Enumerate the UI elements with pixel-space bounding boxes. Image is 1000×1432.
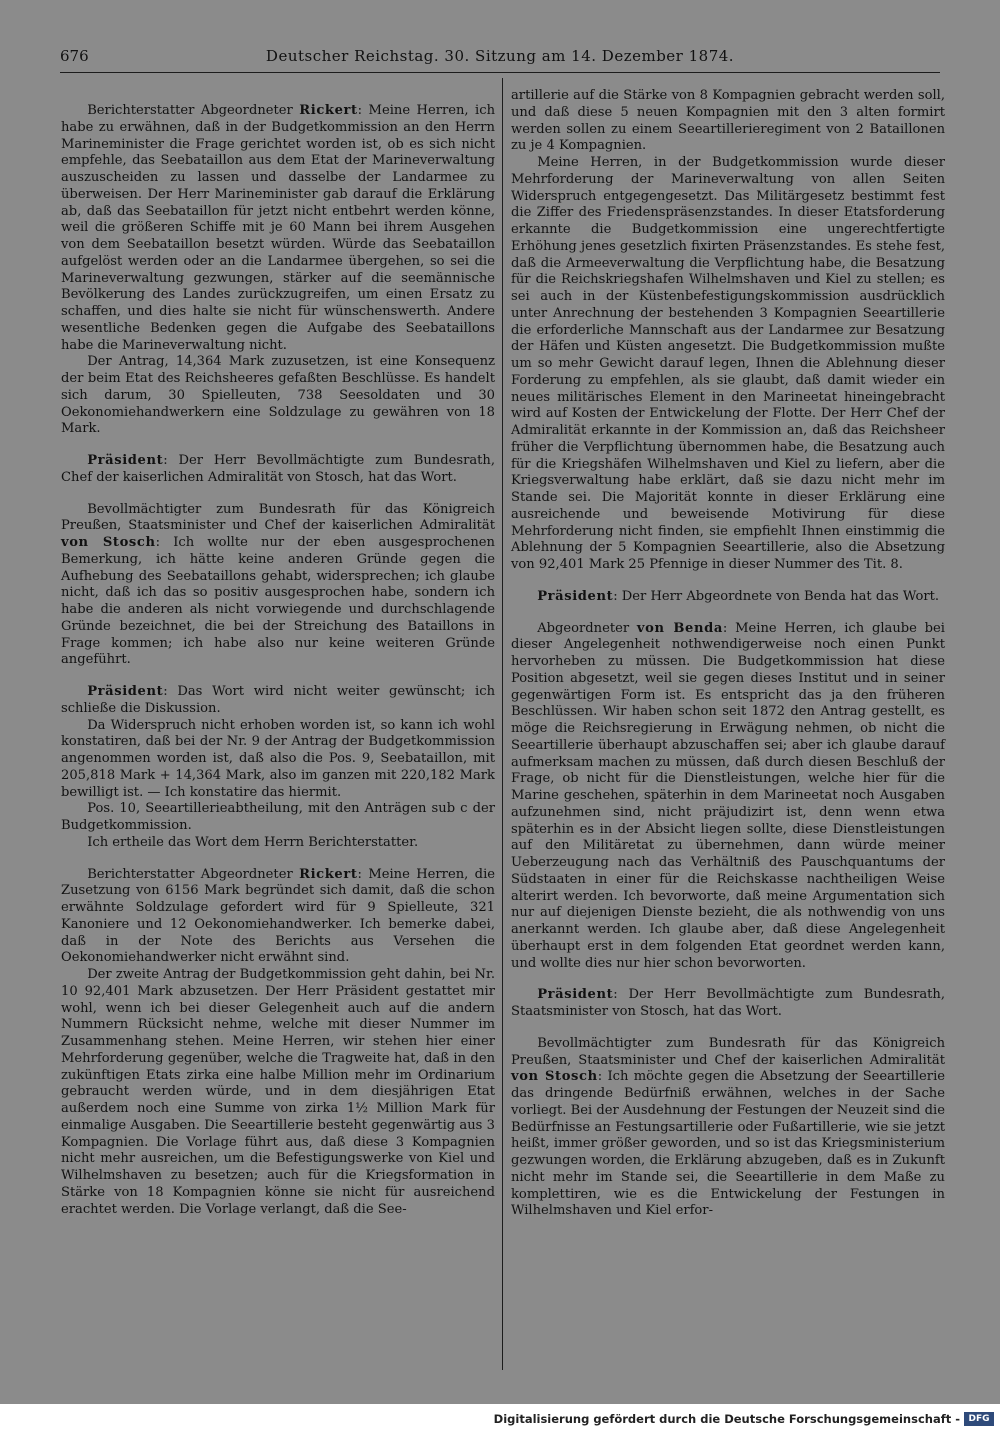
speaker-role: Berichterstatter Abgeordneter bbox=[87, 103, 293, 118]
left-column bbox=[61, 88, 495, 1218]
footer-credit: Digitalisierung gefördert durch die Deutsche Forschungsgemeinschaft - bbox=[493, 1412, 960, 1426]
speech-text: Ich wollte nur der eben ausgesprochenen Bemerkung, ich hätte keine anderen Gründe gegen die Aufhebung des Seebataillons gehabt, widersprechen; ich glaube nicht, daß ich das so positiv ausgesprochen habe, sondern ich habe die anderen als nicht vorwiegende und durchschlagende Gründe bezeichnet, die bei der Streichung des Bataillons in Frage kommen; ich habe also nur keine weiteren Gründe angeführt. bbox=[61, 535, 495, 668]
page-title: Deutscher Reichstag. 30. Sitzung am 14. Dezember 1874. bbox=[265, 47, 735, 65]
speech-paragraph: Präsident: Der Herr Bevollmächtigte zum Bundesrath, Staatsminister von Stosch, hat das Wort. bbox=[511, 987, 945, 1019]
text-paragraph: Meine Herren, in der Budgetkommission wurde dieser Mehrforderung der Marineverwaltung von allen Seiten Widerspruch entgegengesetzt. Das Militärgesetz bestimmt fest die Ziffer des Friedenspräsenzstandes. In dieser Etatsforderung erkannte die Budgetkommission eine ungerechtfertigte Erhöhung jenes gesetzlich fixirten Präsenzstandes. Es stehe fest, daß die Armeeverwaltung die Verpflichtung habe, die Besatzung für die Reichskriegshafen Wilhelmshaven und Kiel zu stellen; es sei auch in der Küstenbefestigungskommission ausdrücklich unter Anrechnung der bestehenden 3 Kompagnien Seeartillerie die erforderliche Mannschaft aus der Landarmee zur Besatzung der Häfen und Küsten angesetzt. Die Budgetkommission mußte um so mehr Gewicht darauf legen, Ihnen die Ablehnung dieser Forderung zu empfehlen, als sie glaubt, daß damit wieder ein neues militärisches Element in den Marineetat hineingebracht wird auf Kosten der Entwickelung der Flotte. Der Herr Chef der Admiralität erkannte in der Kommission an, daß das Reichsheer früher die Verpflichtung übernommen habe, die Besatzung auch für die Kriegshäfen Wilhelmshaven und Kiel zu liefern, aber die Kriegsverwaltung habe erklärt, daß sie dazu nicht mehr im Stande sei. Die Majorität konnte in dieser Erklärung eine ausreichende und beweisende Motivirung für diese Mehrforderung nicht finden, sie empfiehlt Ihnen einstimmig die Ablehnung der 5 Kompagnien Seeartillerie, also die Absetzung von 92,401 Mark 25 Pfennige in dieser Nummer des Tit. 8. bbox=[511, 155, 945, 572]
speaker-name: Präsident bbox=[87, 684, 164, 699]
speech-paragraph: Abgeordneter von Benda: Meine Herren, ich glaube bei dieser Angelegenheit nothwendigerweise noch einen Punkt hervorheben zu müssen. Die Budgetkommission hat diese Position abgesetzt, weil sie gegen dieses Institut und in seiner gegenwärtigen Form ist. Es entspricht das ja den früheren Beschlüssen. Wir haben schon seit 1872 den Antrag gestellt, es möge die Reichsregierung in Erwägung nehmen, ob nicht die Seeartillerie überhaupt abzuschaffen sei; aber ich glaube darauf aufmerksam machen zu müssen, daß durch diesen Beschluß der Frage, ob nicht für die Dienstleistungen, welche hier für die Marine geschehen, späterhin in dem Marineetat noch Ausgaben aufzunehmen sind, nicht präjudizirt ist, denn wenn etwa späterhin es in der Absicht liegen sollte, diese Dienstleistungen auf den Militäretat zu übernehmen, dann würde meiner Ueberzeugung nach das Verhältniß des Pauschquantums der Südstaaten in einer für die Reichskasse nachtheiligen Weise alterirt werden. Ich bevorworte, daß meine Argumentation sich nur auf diejenigen Dienste bezieht, die als nothwendig von uns anerkannt werden. Ich glaube aber, daß diese Angelegenheit überhaupt erst in dem folgenden Etat geordnet werden kann, und wollte dies nur hier schon bevorworten. bbox=[511, 620, 945, 971]
text-paragraph: artillerie auf die Stärke von 8 Kompagnien gebracht werden soll, und daß diese 5 neuen Kompagnien mit den 3 alten formirt werden sollen zu einem Seeartillerieregiment von 2 Bataillonen zu je 4 Kompagnien. bbox=[511, 88, 945, 154]
text-paragraph: Der zweite Antrag der Budgetkommission geht dahin, bei Nr. 10 92,401 Mark abzusetzen. Der Herr Präsident gestattet mir wohl, wenn ich bei dieser Gelegenheit auch auf die andern Nummern Rücksicht nehme, welche mit dieser Nummer im Zusammenhang stehen. Meine Herren, wir stehen hier einer Mehrforderung gegenüber, welche die Tragweite hat, daß in den zukünftigen Etats zirka eine halbe Million mehr im Ordinarium gebraucht werden würde, und in dem diesjährigen Etat außerdem noch eine Summe von zirka 1½ Million Mark für einmalige Ausgaben. Die Seeartillerie besteht gegenwärtig aus 3 Kompagnien. Die Vorlage führt aus, daß diese 3 Kompagnien nicht mehr ausreichen, um die Befestigungswerke von Kiel und Wilhelmshaven zu besetzen; auch für die Kriegsformation in Stärke von 18 Kompagnien könne sie nicht für ausreichend erachtet werden. Die Vorlage verlangt, daß die See- bbox=[61, 967, 495, 1217]
speech-paragraph: Berichterstatter Abgeordneter Rickert: Meine Herren, ich habe zu erwähnen, daß in der Budgetkommission an den Herrn Marineminister die Frage gerichtet worden ist, ob es sich nicht empfehle, das Seebataillon aus dem Etat der Marineverwaltung auszuscheiden zu lassen und dasselbe der Landarmee zu überweisen. Der Herr Marineminister gab darauf die Erklärung ab, daß das Seebataillon für jetzt nicht entbehrt werden könne, weil die größeren Schiffe mit je 60 Mann bei ihrem Ausgehen von dem Seebataillon besetzt würden. Würde das Seebataillon aufgelöst werden oder an die Landarmee übergehen, so sei die Marineverwaltung gezwungen, stärker auf die seemännische Bevölkerung des Landes zurückzugreifen, um einen Ersatz zu schaffen, und dies halte sie nicht für wünschenswerth. Andere wesentliche Bedenken gegen die Aufgabe des Seebataillons habe die Marineverwaltung nicht. bbox=[61, 103, 495, 353]
speech-text: Der Herr Bevollmächtigte zum Bundesrath, Chef der kaiserlichen Admiralität von Stosch, hat das Wort. bbox=[61, 453, 495, 485]
speaker-role: Abgeordneter bbox=[537, 620, 630, 636]
speech-paragraph: Präsident: Das Wort wird nicht weiter gewünscht; ich schließe die Diskussion. bbox=[61, 684, 495, 716]
speech-text: Das Wort wird nicht weiter gewünscht; ich schließe die Diskussion. bbox=[61, 684, 495, 716]
speech-text: Ich möchte gegen die Absetzung der Seeartillerie das dringende Bedürfniß erwähnen, welches in der Sache vorliegt. Bei der Ausdehnung der Festungen der Neuzeit sind die Bedürfnisse an Festungsartillerie oder Fußartillerie, wie sie jetzt heißt, immer größer geworden, und so ist das Kriegsministerium gezwungen worden, die Erklärung abzugeben, daß es in Zukunft nicht mehr im Stande sei, die Seeartillerie in dem Maße zu komplettiren, wie es die Entwickelung der Festungen in Wilhelmshaven und Kiel erfor- bbox=[511, 1069, 946, 1219]
speaker-role: Bevollmächtigter zum Bundesrath für das Königreich Preußen, Staatsminister und Chef der kaiserlichen Admiralität bbox=[61, 501, 495, 534]
speech-paragraph: Bevollmächtigter zum Bundesrath für das Königreich Preußen, Staatsminister und Chef der kaiserlichen Admiralität von Stosch: Ich möchte gegen die Absetzung der Seeartillerie das dringende Bedürfniß erwähnen, welches in der Sache vorliegt. Bei der Ausdehnung der Festungen der Neuzeit sind die Bedürfnisse an Festungsartillerie oder Fußartillerie, wie sie jetzt heißt, immer größer geworden, und so ist das Kriegsministerium gezwungen worden, die Erklärung abzugeben, daß es in Zukunft nicht mehr im Stande sei, die Seeartillerie in dem Maße zu komplettiren, wie es die Entwickelung der Festungen in Wilhelmshaven und Kiel erfor- bbox=[511, 1035, 946, 1219]
speech-text: Der Herr Abgeordnete von Benda hat das Wort. bbox=[621, 588, 940, 604]
text-paragraph: Der Antrag, 14,364 Mark zuzusetzen, ist eine Konsequenz der beim Etat des Reichsheeres gefaßten Beschlüsse. Es handelt sich darum, 30 Spielleuten, 738 Seesoldaten und 30 Oekonomiehandwerkern eine Soldzulage zu gewähren von 18 Mark. bbox=[61, 354, 495, 437]
speaker-name: von Stosch bbox=[61, 535, 156, 550]
speaker-name: Präsident bbox=[537, 588, 614, 604]
speaker-name: Rickert bbox=[299, 866, 358, 882]
speech-paragraph: Präsident: Der Herr Abgeordnete von Benda hat das Wort. bbox=[537, 588, 940, 604]
speech-paragraph: Berichterstatter Abgeordneter Rickert: Meine Herren, die Zusetzung von 6156 Mark begründet sich damit, daß die schon erwähnte Soldzulage gefordert wird für 9 Spielleute, 321 Kanoniere und 12 Oekonomiehandwerker. Ich bemerke dabei, daß in der Note des Berichts aus Versehen die Oekonomiehandwerker nicht erwähnt sind. bbox=[61, 866, 496, 966]
speaker-role: Berichterstatter Abgeordneter bbox=[87, 866, 293, 882]
speech-paragraph: Präsident: Der Herr Bevollmächtigte zum Bundesrath, Chef der kaiserlichen Admiralität von Stosch, hat das Wort. bbox=[61, 453, 495, 485]
footer-bar bbox=[0, 1404, 1000, 1432]
speaker-name: Präsident bbox=[537, 987, 614, 1003]
speaker-role: Bevollmächtigter zum Bundesrath für das Königreich Preußen, Staatsminister und Chef der kaiserlichen Admiralität bbox=[511, 1035, 945, 1068]
column-divider bbox=[502, 78, 503, 1370]
speech-text: Meine Herren, ich glaube bei dieser Angelegenheit nothwendigerweise noch einen Punkt hervorheben zu müssen. Die Budgetkommission hat diese Position abgesetzt, weil sie gegen dieses Institut und in seiner gegenwärtigen Form ist. Es entspricht das ja den früheren Beschlüssen. Wir haben schon seit 1872 den Antrag gestellt, es möge die Reichsregierung in Erwägung nehmen, ob nicht die Seeartillerie überhaupt abzuschaffen sei; aber ich glaube darauf aufmerksam machen zu müssen, daß durch diesen Beschluß der Frage, ob nicht für die Dienstleistungen, welche hier für die Marine geschehen, späterhin in dem Marineetat noch Ausgaben aufzunehmen sind, nicht präjudizirt ist, denn wenn etwa späterhin es in der Absicht liegen sollte, diese Dienstleistungen auf den Militäretat zu übernehmen, dann würde meiner Ueberzeugung nach das Verhältniß des Pauschquantums der Südstaaten in einer für die Reichskasse nachtheiligen Weise alterirt werden. Ich bevorworte, daß meine Argumentation sich nur auf diejenigen Dienste bezieht, die als nothwendig von uns anerkannt werden. Ich glaube aber, daß diese Angelegenheit überhaupt erst in dem folgenden Etat geordnet werden kann, und wollte dies nur hier schon bevorworten. bbox=[511, 620, 945, 971]
speech-paragraph: Bevollmächtigter zum Bundesrath für das Königreich Preußen, Staatsminister und Chef der kaiserlichen Admiralität von Stosch: Ich wollte nur der eben ausgesprochenen Bemerkung, ich hätte keine anderen Gründe gegen die Aufhebung des Seebataillons gehabt, widersprechen; ich glaube nicht, daß ich das so positiv ausgesprochen habe, sondern ich habe die anderen als nicht vorwiegende und durchschlagende Gründe bezeichnet, die bei der Streichung des Bataillons in Frage kommen; ich habe also nur keine weiteren Gründe angeführt. bbox=[61, 501, 495, 668]
page-header bbox=[60, 44, 940, 68]
page-number: 676 bbox=[60, 47, 89, 65]
speaker-name: Rickert bbox=[299, 103, 358, 118]
speaker-name: von Stosch bbox=[511, 1069, 598, 1085]
speech-text: Meine Herren, ich habe zu erwähnen, daß in der Budgetkommission an den Herrn Marineminister die Frage gerichtet worden ist, ob es sich nicht empfehle, das Seebataillon aus dem Etat der Marineverwaltung auszuscheiden zu lassen und dasselbe der Landarmee zu überweisen. Der Herr Marineminister gab darauf die Erklärung ab, daß das Seebataillon für jetzt nicht entbehrt werden könne, weil die größeren Schiffe mit je 60 Mann bei ihrem Ausgehen von dem Seebataillon besetzt würden. Würde das Seebataillon aufgelöst werden oder an die Landarmee übergehen, so sei die Marineverwaltung gezwungen, stärker auf die seemännische Bevölkerung des Landes zurückzugreifen, um einen Ersatz zu schaffen, und dies halte sie nicht für wünschenswerth. Andere wesentliche Bedenken gegen die Aufgabe des Seebataillons habe die Marineverwaltung nicht. bbox=[61, 103, 495, 353]
speaker-name: von Benda bbox=[636, 620, 723, 636]
header-rule bbox=[60, 72, 940, 73]
text-paragraph: Pos. 10, Seeartillerieabtheilung, mit den Anträgen sub c der Budgetkommission. bbox=[61, 801, 495, 833]
dfg-logo: DFG bbox=[964, 1412, 994, 1426]
speech-text: Der Herr Bevollmächtigte zum Bundesrath, Staatsminister von Stosch, hat das Wort. bbox=[511, 987, 945, 1019]
text-paragraph: Da Widerspruch nicht erhoben worden ist, so kann ich wohl konstatiren, daß bei der Nr. 9 der Antrag der Budgetkommission angenommen worden ist, daß also die Pos. 9, Seebataillon, mit 205,818 Mark + 14,364 Mark, also im ganzen mit 220,182 Mark bewilligt ist. — Ich konstatire das hiermit. bbox=[61, 717, 495, 800]
right-column bbox=[511, 88, 945, 1220]
text-paragraph: Ich ertheile das Wort dem Herrn Berichterstatter. bbox=[87, 834, 419, 850]
speech-text: Meine Herren, die Zusetzung von 6156 Mark begründet sich damit, daß die schon erwähnte Soldzulage gefordert wird für 9 Spielleute, 321 Kanoniere und 12 Oekonomiehandwerker. Ich bemerke dabei, daß in der Note des Berichts aus Versehen die Oekonomiehandwerker nicht erwähnt sind. bbox=[61, 866, 496, 966]
speaker-name: Präsident bbox=[87, 453, 164, 468]
